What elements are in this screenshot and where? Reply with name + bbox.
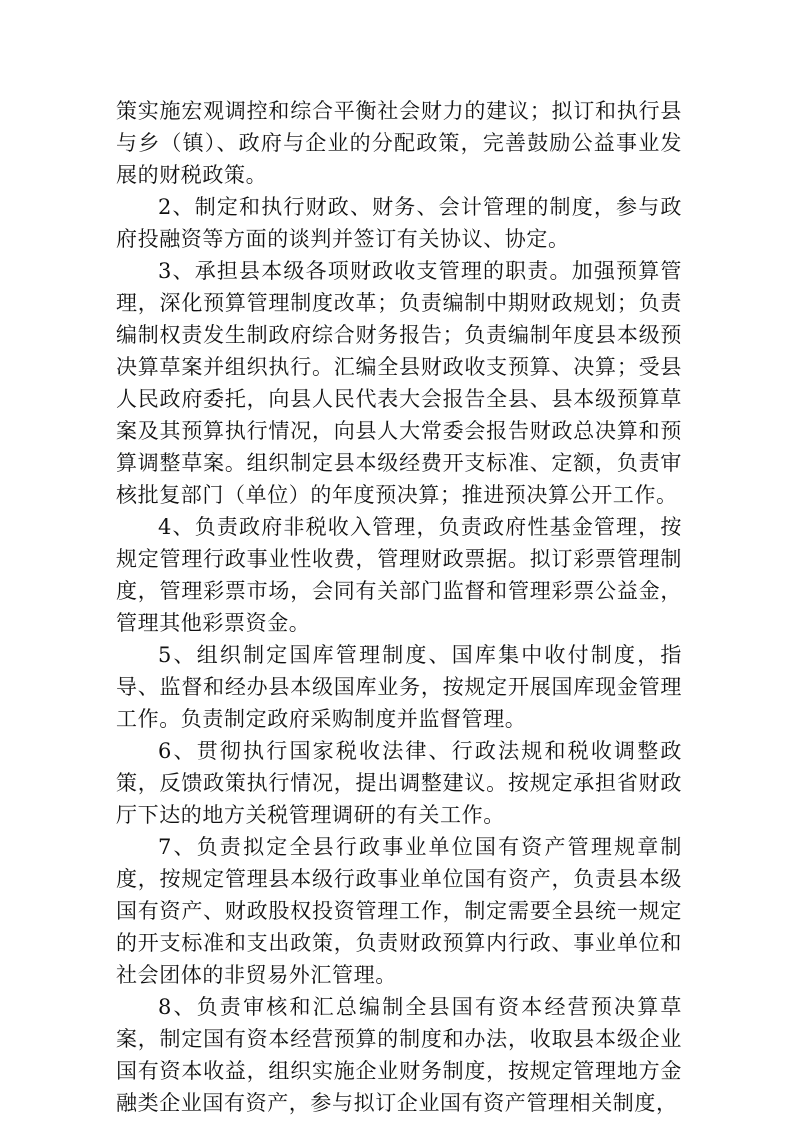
paragraph-3: 3、承担县本级各项财政收支管理的职责。加强预算管理，深化预算管理制度改革；负责编制中期财政规划；负责编制权责发生制政府综合财务报告；负责编制年度县本级预决算草案并组织执行。汇编全县财政收支预算、决算；受县人民政府委托，向县人民代表大会报告全县、县本级预算草案及其预算执行情况，向县人大常委会报告财政总决算和预算调整草案。组织制定县本级经费开支标准、定额，负责审核批复部门（单位）的年度预决算；推进预决算公开工作。 [116,259,682,507]
paragraph-1: 策实施宏观调控和综合平衡社会财力的建议；拟订和执行县与乡（镇）、政府与企业的分配政策，完善鼓励公益事业发展的财税政策。 [116,99,682,187]
document-body [116,95,682,1119]
paragraph-8: 8、负责审核和汇总编制全县国有资本经营预决算草案，制定国有资本经营预算的制度和办法，收取县本级企业国有资本收益，组织实施企业财务制度，按规定管理地方金融类企业国有资产，参与拟订企业国有资产管理相关制度， [116,995,682,1115]
paragraph-7: 7、负责拟定全县行政事业单位国有资产管理规章制度，按规定管理县本级行政事业单位国有资产，负责县本级国有资产、财政股权投资管理工作，制定需要全县统一规定的开支标准和支出政策，负责财政预算内行政、事业单位和社会团体的非贸易外汇管理。 [116,835,682,987]
paragraph-5: 5、组织制定国库管理制度、国库集中收付制度，指导、监督和经办县本级国库业务，按规定开展国库现金管理工作。负责制定政府采购制度并监督管理。 [116,643,682,731]
paragraph-2: 2、制定和执行财政、财务、会计管理的制度，参与政府投融资等方面的谈判并签订有关协议、协定。 [116,195,682,251]
paragraph-4: 4、负责政府非税收入管理，负责政府性基金管理，按规定管理行政事业性收费，管理财政票据。拟订彩票管理制度，管理彩票市场，会同有关部门监督和管理彩票公益金，管理其他彩票资金。 [116,515,682,635]
paragraph-6: 6、贯彻执行国家税收法律、行政法规和税收调整政策，反馈政策执行情况，提出调整建议。按规定承担省财政厅下达的地方关税管理调研的有关工作。 [116,739,682,827]
